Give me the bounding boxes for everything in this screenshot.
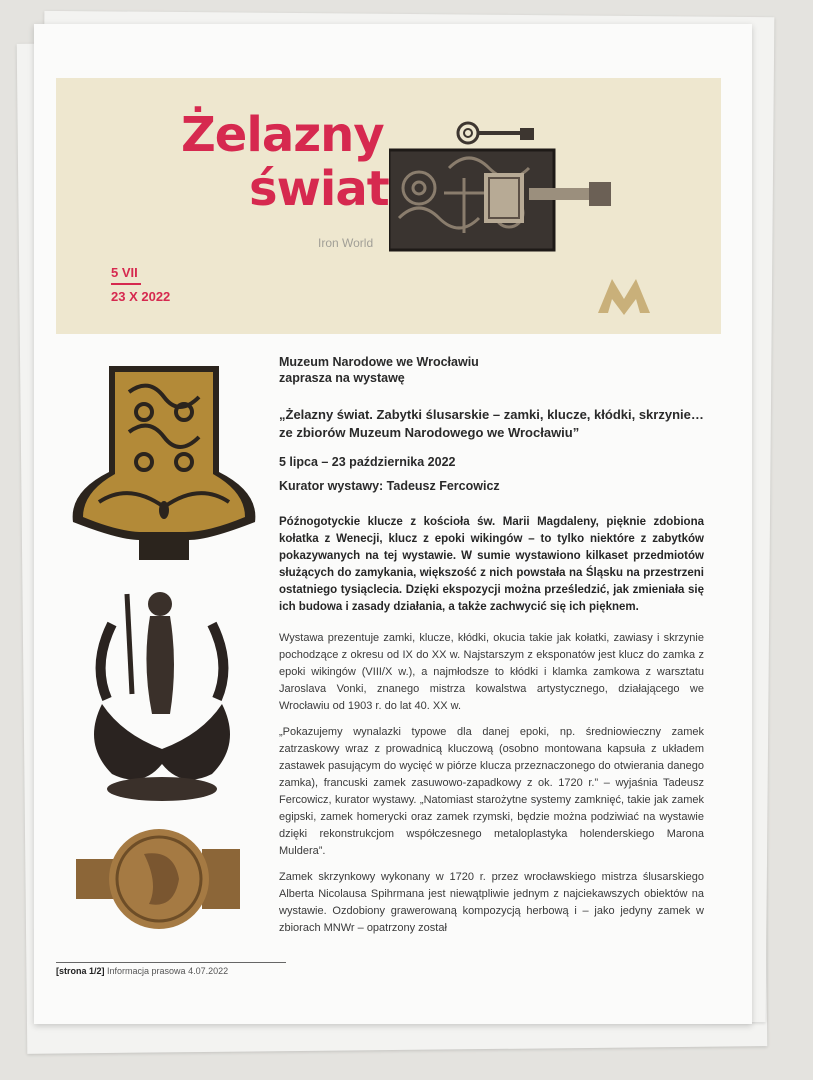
exhibition-title-graphic xyxy=(181,108,389,216)
title-line2: świat xyxy=(249,161,389,217)
title-line1: Żelazny xyxy=(181,107,384,163)
body-paragraph: Zamek skrzynkowy wykonany w 1720 r. przez wrocławskiego mistrza ślusarskiego Alberta Nicolausa Spihrmana jest niewątpliwie jednym z najciekawszych obiektów na wystawie. Ozdobiony grawerowaną kompozycją herbową i – jako jedyny zamek w zbiorach MNWr – opatrzony został xyxy=(279,871,704,934)
museum-name: Muzeum Narodowe we Wrocławiu xyxy=(279,355,479,369)
date-divider xyxy=(111,283,141,285)
medallion-lock-image xyxy=(74,824,244,934)
ornate-lock-image xyxy=(389,138,619,258)
exhibition-banner xyxy=(56,78,721,334)
footer-rule xyxy=(56,962,286,963)
press-release-text xyxy=(279,354,704,946)
footer-note: Informacja prasowa 4.07.2022 xyxy=(107,966,229,976)
curator-line: Kurator wystawy: Tadeusz Fercowicz xyxy=(279,479,500,493)
museum-logo-icon xyxy=(594,273,654,317)
key-image xyxy=(454,118,544,148)
page-number: [strona 1/2] xyxy=(56,966,105,976)
lead-paragraph: Późnogotyckie klucze z kościoła św. Marii Magdaleny, pięknie zdobiona kołatka z Wenecji, klucz z epoki wikingów – to tylko niektóre z zabytków pokazywanych na tej wystawie. W sumie wystawiono kilkaset przedmiotów służących do zamykania, większość z nich powstała na Śląsku na przestrzeni ostatniego tysiąclecia. Dzięki ekspozycji można prześledzić, jak zmieniała się ich budowa i zasady działania, a także zachwycić się ich pięknem. xyxy=(279,516,704,613)
body-paragraph: „Pokazujemy wynalazki typowe dla danej epoki, np. średniowieczny zamek zatrzaskowy wraz z prowadnicą kluczową (osobno montowana kapsuła z układem zastawek pasującym do wycięć w piórze klucza przeznaczonego do otwierania danego zamka), francuski zamek zasuwowo-zapadkowy z ok. 1720 r.” – wyjaśnia Tadeusz Fercowicz, kurator wystawy. „Natomiast starożytne systemy zamknięć, takie jak zamek egipski, zamek homerycki oraz zamek rzymski, będzie można podziwiać na wystawie dzięki rekonstrukcjom współczesnego metaloplastyka holenderskiego Marona Muldera”. xyxy=(279,726,704,857)
banner-dates xyxy=(111,263,170,307)
body-paragraph: Wystawa prezentuje zamki, klucze, kłódki, okucia takie jak kołatki, zawiasy i skrzynie pochodzące z okresu od IX do XX w. Najstarszym z eksponatów jest klucz do zamka z epoki wikingów (VIII/X w.), a najmłodsze to kłódki i klamka zamkowa z warsztatu Jaroslava Vonki, znanego mistrza kowalstwa artystycznego, działającego we Wrocławiu od 1903 r. do lat 40. XX w. xyxy=(279,632,704,712)
date-start: 5 VII xyxy=(111,265,138,280)
date-end: 23 X 2022 xyxy=(111,289,171,304)
bronze-knocker-image xyxy=(82,574,242,809)
english-subtitle: Iron World xyxy=(318,236,374,250)
press-header xyxy=(279,354,704,386)
ornamental-lock-plate-image xyxy=(69,362,259,562)
page-footer xyxy=(56,962,286,976)
exhibition-dates: 5 lipca – 23 października 2022 xyxy=(279,455,456,469)
press-release-page xyxy=(34,24,752,1024)
invitation-line: zaprasza na wystawę xyxy=(279,371,405,385)
exhibition-full-title: „Żelazny świat. Zabytki ślusarskie – zamki, klucze, kłódki, skrzynie… ze zbiorów Muzeum Narodowego we Wrocławiu” xyxy=(279,407,704,440)
